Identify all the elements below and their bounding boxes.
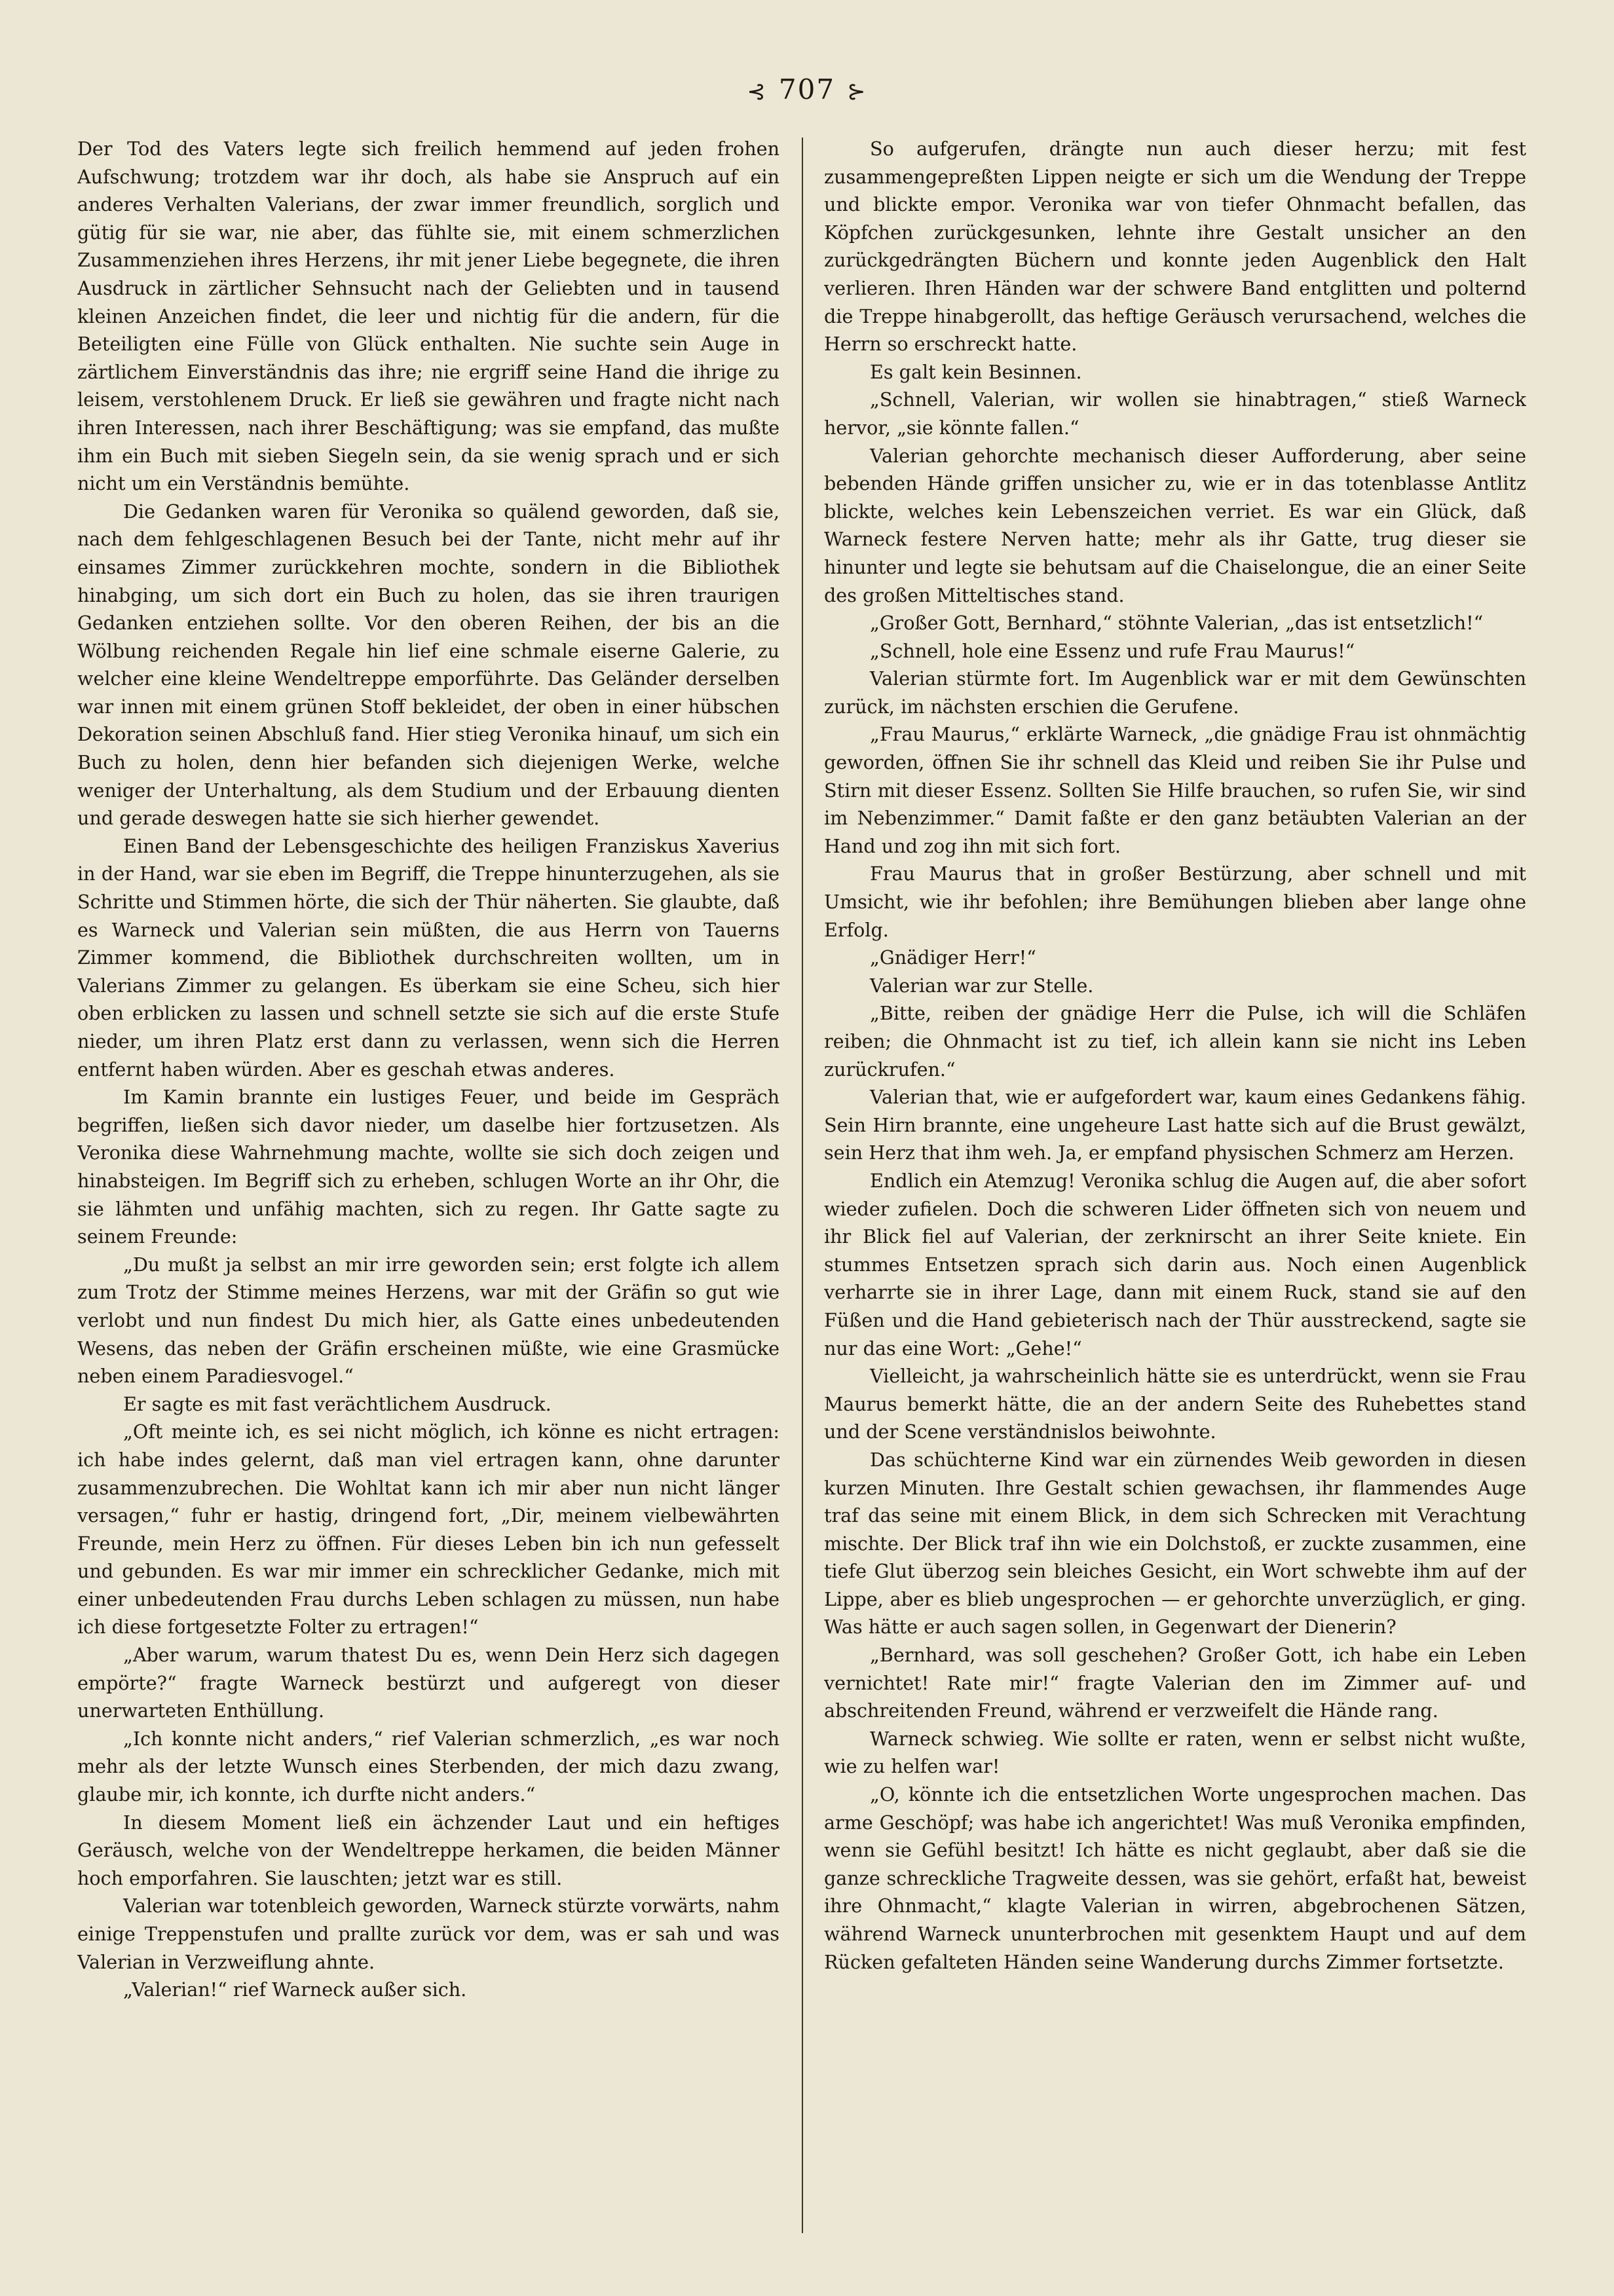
paragraph: Das schüchterne Kind war ein zürnendes Weib geworden in diesen kurzen Minuten. Ihre Gestalt schien gewachsen, ihr flammendes Auge traf das seine mit einem Blick, in dem sich Schrecken mit Verachtung mischte. Der Blick traf ihn wie ein Dolchstoß, er zuckte zusammen, eine tiefe Glut überzog sein bleiches Gesicht, ein Wort schwebte ihm auf der Lippe, aber es blieb ungesprochen — er gehorchte unverzüglich, er ging. Was hätte er auch sagen sollen, in Gegenwart der Dienerin? <box>824 1448 1526 1639</box>
paragraph: In diesem Moment ließ ein ächzender Laut und ein heftiges Geräusch, welche von der Wendeltreppe herkamen, die beiden Männer hoch emporfahren. Sie lauschten; jetzt war es still. <box>77 1811 779 1889</box>
paragraph: „Großer Gott, Bernhard,“ stöhnte Valerian, „das ist entsetzlich!“ <box>870 612 1484 635</box>
paragraph: „Gnädiger Herr!“ <box>870 946 1036 969</box>
paragraph: Er sagte es mit fast verächtlichem Ausdruck. <box>123 1392 552 1415</box>
paragraph: Es galt kein Besinnen. <box>870 360 1082 383</box>
paragraph: „Bernhard, was soll geschehen? Großer Gott, ich habe ein Leben vernichtet! Rate mir!“ fragte Valerian den im Zimmer auf- und abschreitenden Freund, während er verzweifelt die Hände rang. <box>824 1644 1526 1722</box>
paragraph: Die Gedanken waren für Veronika so quälend geworden, daß sie, nach dem fehlgeschlagenen Besuch bei der Tante, nicht mehr auf ihr einsames Zimmer zurückkehren mochte, sondern in die Bibliothek hinabging, um sich dort ein Buch zu holen, das sie ihren traurigen Gedanken entziehen sollte. Vor den oberen Reihen, der bis an die Wölbung reichenden Regale hin lief eine schmale eiserne Galerie, zu welcher eine kleine Wendeltreppe emporführte. Das Geländer derselben war innen mit einem grünen Stoff bekleidet, der oben in einer hübschen Dekoration seinen Abschluß fand. Hier stieg Veronika hinauf, um sich ein Buch zu holen, denn hier befanden sich diejenigen Werke, welche weniger der Unterhaltung, als dem Studium und der Erbauung dienten und gerade deswegen hatte sie sich hierher gewendet. <box>77 500 779 830</box>
paragraph: Im Kamin brannte ein lustiges Feuer, und beide im Gespräch begriffen, ließen sich davor nieder, um daselbe hier fortzusetzen. Als Veronika diese Wahrnehmung machte, wollte sie sich doch zeigen und hinabsteigen. Im Begriff sich zu erheben, schlugen Worte an ihr Ohr, die sie lähmten und unfähig machten, sich zu regen. Ihr Gatte sagte zu seinem Freunde: <box>77 1086 779 1248</box>
paragraph: „Ich konnte nicht anders,“ rief Valerian schmerzlich, „es war noch mehr als der letzte Wunsch eines Sterbenden, der mich dazu zwang, glaube mir, ich konnte, ich durfte nicht anders.“ <box>77 1727 779 1806</box>
paragraph: „Frau Maurus,“ erklärte Warneck, „die gnädige Frau ist ohnmächtig geworden, öffnen Sie ihr schnell das Kleid und reiben Sie ihr Pulse und Stirn mit dieser Essenz. Sollten Sie Hilfe brauchen, so rufen Sie, wir sind im Nebenzimmer.“ Damit faßte er den ganz betäubten Valerian an der Hand und zog ihn mit sich fort. <box>824 723 1526 857</box>
left-ornament-icon: ⊰ <box>747 79 767 105</box>
paragraph: Valerian war totenbleich geworden, Warneck stürzte vorwärts, nahm einige Treppenstufen und prallte zurück vor dem, was er sah und was Valerian in Verzweiflung ahnte. <box>77 1895 779 1973</box>
paragraph: „Bitte, reiben der gnädige Herr die Pulse, ich will die Schläfen reiben; die Ohnmacht ist zu tief, ich allein kann sie nicht ins Leben zurückrufen.“ <box>824 1002 1526 1081</box>
paragraph: „Valerian!“ rief Warneck außer sich. <box>123 1978 467 2001</box>
paragraph: Valerian war zur Stelle. <box>870 974 1094 997</box>
paragraph: Endlich ein Atemzug! Veronika schlug die Augen auf, die aber sofort wieder zufielen. Doch die schweren Lider öffneten sich von neuem und ihr Blick fiel auf Valerian, der zerknirscht an ihrer Seite kniete. Ein stummes Entsetzen sprach sich darin aus. Noch einen Augenblick verharrte sie in ihrer Lage, dann mit einem Ruck, stand sie auf den Füßen und die Hand gebieterisch nach der Thür ausstreckend, sagte sie nur das eine Wort: „Gehe!“ <box>824 1169 1526 1360</box>
paragraph: Vielleicht, ja wahrscheinlich hätte sie es unterdrückt, wenn sie Frau Maurus bemerkt hätte, die an der andern Seite des Ruhebettes stand und der Scene verständnislos beiwohnte. <box>824 1365 1526 1443</box>
paragraph: Einen Band der Lebensgeschichte des heiligen Franziskus Xaverius in der Hand, war sie eben im Begriff, die Treppe hinunterzugehen, als sie Schritte und Stimmen hörte, die sich der Thür näherten. Sie glaubte, daß es Warneck und Valerian sein müßten, die aus Herrn von Tauerns Zimmer kommend, die Bibliothek durchschreiten wollten, um in Valerians Zimmer zu gelangen. Es überkam sie eine Scheu, sich hier oben erblicken zu lassen und schnell setzte sie sich auf die erste Stufe nieder, um ihren Platz erst dann zu verlassen, wenn sich die Herren entfernt haben würden. Aber es geschah etwas anderes. <box>77 834 779 1081</box>
page-number <box>0 73 1614 105</box>
column-divider <box>802 138 803 2233</box>
page-number-text: 707 <box>778 73 836 105</box>
paragraph: „Schnell, hole eine Essenz und rufe Frau Maurus!“ <box>870 639 1355 662</box>
paragraph: „Schnell, Valerian, wir wollen sie hinabtragen,“ stieß Warneck hervor, „sie könnte fallen.“ <box>824 388 1526 439</box>
paragraph: „O, könnte ich die entsetzlichen Worte ungesprochen machen. Das arme Geschöpf; was habe ich angerichtet! Was muß Veronika empfinden, wenn sie Gefühl besitzt! Ich hätte es nicht geglaubt, aber daß sie die ganze schreckliche Tragweite dessen, was sie gehört, erfaßt hat, beweist ihre Ohnmacht,“ klagte Valerian in wirren, abgebrochenen Sätzen, während Warneck ununterbrochen mit gesenktem Haupt und auf dem Rücken gefalteten Händen seine Wanderung durchs Zimmer fortsetzte. <box>824 1783 1526 1973</box>
paragraph: „Du mußt ja selbst an mir irre geworden sein; erst folgte ich allem zum Trotz der Stimme meines Herzens, war mit der Gräfin so gut wie verlobt und nun findest Du mich hier, als Gatte eines unbedeutenden Wesens, das neben der Gräfin erscheinen müßte, wie eine Grasmücke neben einem Paradiesvogel.“ <box>77 1253 779 1388</box>
paragraph: So aufgerufen, drängte nun auch dieser herzu; mit fest zusammengepreßten Lippen neigte er sich um die Wendung der Treppe und blickte empor. Veronika war von tiefer Ohnmacht befallen, das Köpfchen zurückgesunken, lehnte ihre Gestalt unsicher an den zurückgedrängten Büchern und konnte jeden Augenblick den Halt verlieren. Ihren Händen war der schwere Band entglitten und polternd die Treppe hinabgerollt, das heftige Geräusch verursachend, welches die Herrn so erschreckt hatte. <box>824 138 1526 356</box>
paragraph: Valerian that, wie er aufgefordert war, kaum eines Gedankens fähig. Sein Hirn brannte, eine ungeheure Last hatte sich auf die Brust gewälzt, sein Herz that ihm weh. Ja, er empfand physischen Schmerz am Herzen. <box>824 1086 1526 1164</box>
left-column <box>77 135 779 2237</box>
paragraph: Valerian gehorchte mechanisch dieser Aufforderung, aber seine bebenden Hände griffen unsicher zu, wie er in das totenblasse Antlitz blickte, welches kein Lebenszeichen verriet. Es war ein Glück, daß Warneck festere Nerven hatte; mehr als ihr Gatte, trug dieser sie hinunter und legte sie behutsam auf die Chaiselongue, die an einer Seite des großen Mitteltisches stand. <box>824 444 1526 606</box>
paragraph: Frau Maurus that in großer Bestürzung, aber schnell und mit Umsicht, wie ihr befohlen; ihre Bemühungen blieben aber lange ohne Erfolg. <box>824 862 1526 941</box>
right-ornament-icon: ⊱ <box>847 79 867 105</box>
paragraph: Warneck schwieg. Wie sollte er raten, wenn er selbst nicht wußte, wie zu helfen war! <box>824 1727 1526 1778</box>
paragraph: „Oft meinte ich, es sei nicht möglich, ich könne es nicht ertragen: ich habe indes gelernt, daß man viel ertragen kann, ohne darunter zusammenzubrechen. Die Wohltat kann ich mir aber nun nicht länger versagen,“ fuhr er hastig, dringend fort, „Dir, meinem vielbewährten Freunde, mein Herz zu öffnen. Für dieses Leben bin ich nun gefesselt und gebunden. Es war mir immer ein schrecklicher Gedanke, mich mit einer unbedeutenden Frau durchs Leben schlagen zu müssen, nun habe ich diese fortgesetzte Folter zu ertragen!“ <box>77 1420 779 1639</box>
paragraph: „Aber warum, warum thatest Du es, wenn Dein Herz sich dagegen empörte?“ fragte Warneck bestürzt und aufgeregt von dieser unerwarteten Enthüllung. <box>77 1644 779 1722</box>
paragraph: Valerian stürmte fort. Im Augenblick war er mit dem Gewünschten zurück, im nächsten erschien die Gerufene. <box>824 667 1526 718</box>
right-column <box>824 135 1526 2237</box>
paragraph: Der Tod des Vaters legte sich freilich hemmend auf jeden frohen Aufschwung; trotzdem war ihr doch, als habe sie Anspruch auf ein anderes Verhalten Valerians, der zwar immer freundlich, sorglich und gütig für sie war, nie aber, das fühlte sie, mit einem schmerzlichen Zusammenziehen ihres Herzens, ihr mit jener Liebe begegnete, die ihren Ausdruck in zärtlicher Sehnsucht nach der Geliebten und in tausend kleinen Anzeichen findet, die leer und nichtig für die andern, für die Beteiligten eine Fülle von Glück enthalten. Nie suchte sein Auge in zärtlichem Einverständnis das ihre; nie ergriff seine Hand die ihrige zu leisem, verstohlenem Druck. Er ließ sie gewähren und fragte nicht nach ihren Interessen, nach ihrer Beschäftigung; was sie empfand, das mußte ihm ein Buch mit sieben Siegeln sein, da sie wenig sprach und er sich nicht um ein Verständnis bemühte. <box>77 138 779 495</box>
